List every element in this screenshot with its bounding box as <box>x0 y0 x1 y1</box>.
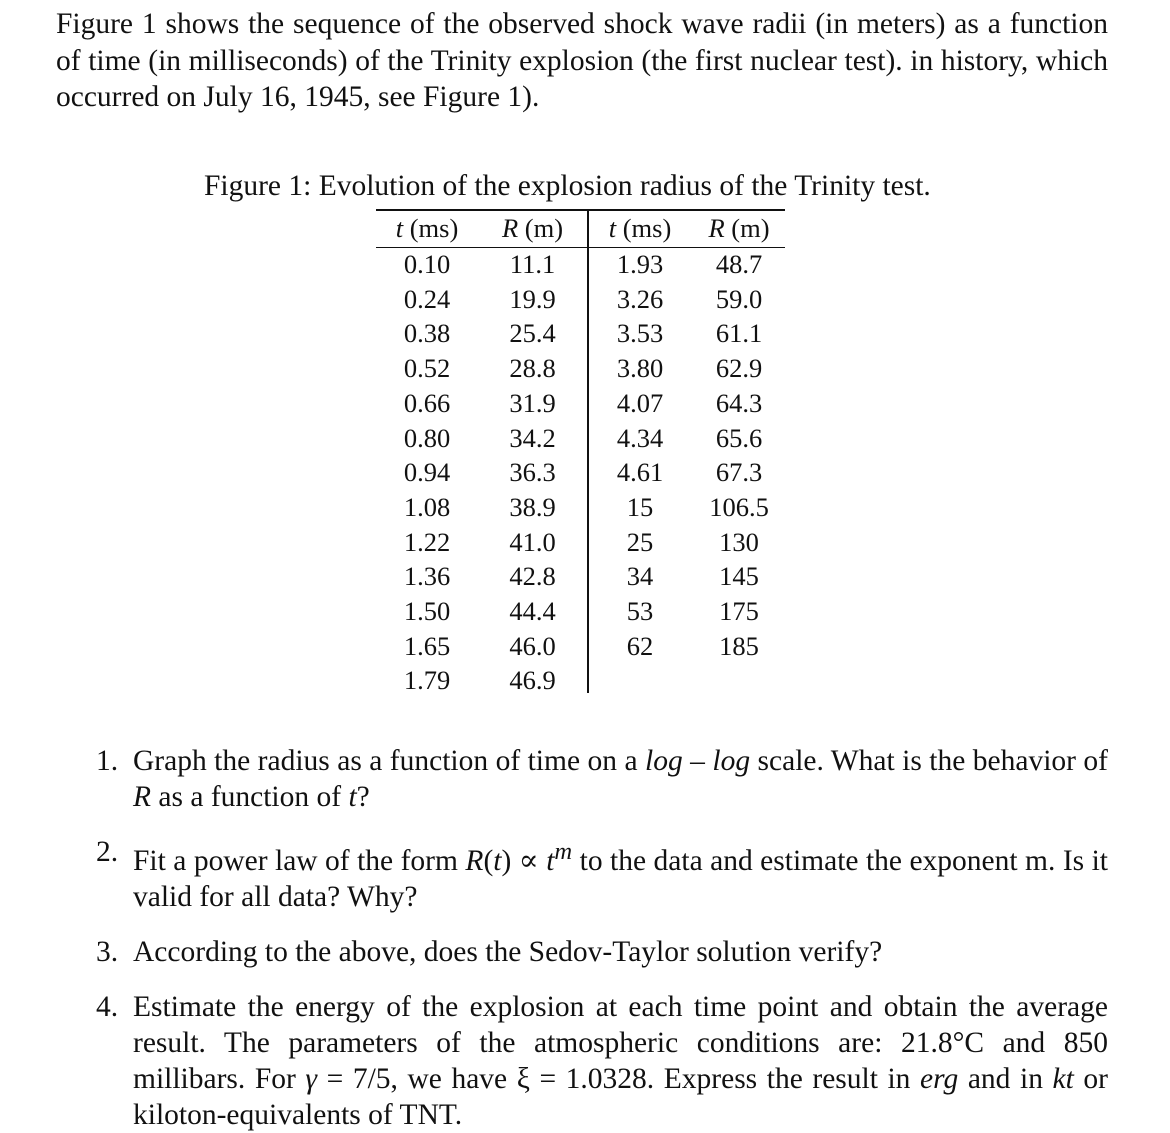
table-row <box>376 525 785 560</box>
time-cell: 34 <box>626 561 654 592</box>
header-radius-1: R (m) <box>501 213 564 243</box>
radius-cell: 145 <box>719 561 759 592</box>
radius-cell: 46.9 <box>509 665 556 696</box>
time-cell: 4.61 <box>616 457 664 488</box>
table-row <box>376 282 785 317</box>
time-cell: 3.53 <box>616 318 664 349</box>
time-cell: 3.26 <box>616 283 664 314</box>
radius-cell: 61.1 <box>715 318 763 349</box>
time-cell: 15 <box>626 491 654 522</box>
radius-cell: 65.6 <box>715 422 763 453</box>
radius-cell: 41.0 <box>509 526 556 557</box>
radius-cell: 48.7 <box>715 249 763 279</box>
question-number: 1. <box>96 745 119 777</box>
table-row <box>376 386 785 421</box>
time-cell: 4.07 <box>616 387 664 418</box>
time-cell: 1.79 <box>403 665 451 696</box>
radius-cell: 36.3 <box>509 457 556 488</box>
time-cell: 53 <box>626 596 654 627</box>
radius-cell: 44.4 <box>509 596 556 627</box>
time-cell: 62 <box>626 630 654 661</box>
question-4: 4. Estimate the energy of the explosion at each time point and obtain the average result. The parameters of the atmospheric conditions are: 21.8°C and 850 millibars. For γ = 7/5, we have ξ = 1.0328. Express the result in erg and in kt or kiloton-equivalents of TNT. <box>96 990 1108 1131</box>
table-row <box>376 594 785 629</box>
time-cell: 0.38 <box>403 318 451 349</box>
time-cell: 0.80 <box>403 422 451 453</box>
intro-paragraph: Figure 1 shows the sequence of the observed shock wave radii (in meters) as a function of time (in milliseconds) of the Trinity explosion (the first nuclear test). in history, which occurred on July 16, 1945, see Figure 1). <box>56 8 1108 113</box>
time-cell: 1.36 <box>403 561 451 592</box>
radius-cell: 185 <box>719 630 759 661</box>
radius-cell: 42.8 <box>509 561 556 592</box>
time-cell: 1.22 <box>403 526 451 557</box>
time-cell: 0.52 <box>403 353 451 384</box>
question-2: 2. Fit a power law of the form $R(t) \propto t^m$ to the data and estimate the exponent m. Is it valid for all data? Why? <box>96 836 1108 913</box>
table-header-row <box>376 209 785 247</box>
radius-cell: 62.9 <box>715 353 763 384</box>
header-radius-2: R (m) <box>708 213 770 243</box>
time-cell: 0.24 <box>403 283 451 314</box>
table-row <box>376 629 785 664</box>
table-row <box>376 351 785 386</box>
table-row <box>376 559 785 594</box>
time-cell <box>587 663 693 698</box>
question-number: 3. <box>96 935 119 968</box>
time-cell: 0.66 <box>403 387 451 418</box>
table-row <box>376 455 785 490</box>
radius-cell: 67.3 <box>715 457 763 488</box>
radius-cell: 38.9 <box>509 491 556 522</box>
question-number: 4. <box>96 990 119 1023</box>
question-3: 3. According to the above, does the Sedov-Taylor solution verify? <box>96 935 883 968</box>
radius-cell: 46.0 <box>509 630 556 661</box>
time-cell: 1.65 <box>403 630 451 661</box>
figure-caption: Figure 1: Evolution of the explosion radius of the Trinity test. <box>204 170 931 202</box>
table-row <box>376 316 785 351</box>
time-cell: 1.93 <box>616 249 664 279</box>
radius-cell: 31.9 <box>509 387 556 418</box>
table-row <box>376 421 785 456</box>
question-number: 2. <box>96 836 119 868</box>
time-cell: 3.80 <box>616 353 664 384</box>
time-cell: 4.34 <box>616 422 664 453</box>
radius-cell: 19.9 <box>509 283 556 314</box>
radius-cell: 130 <box>719 526 759 557</box>
time-cell: 0.10 <box>403 249 451 279</box>
radius-cell: 34.2 <box>509 422 556 453</box>
radius-cell: 11.1 <box>509 249 556 279</box>
table-row <box>376 663 785 698</box>
header-time-2: t (ms) <box>608 213 672 243</box>
radius-cell: 25.4 <box>509 318 556 349</box>
time-cell: 0.94 <box>403 457 451 488</box>
time-cell: 1.50 <box>403 596 451 627</box>
radius-cell: 59.0 <box>715 283 763 314</box>
table-row <box>376 490 785 525</box>
header-time-1: t (ms) <box>395 213 459 243</box>
table-row <box>376 247 785 282</box>
radius-cell: 28.8 <box>509 353 556 384</box>
radius-cell: 106.5 <box>709 491 769 522</box>
question-1: 1. Graph the radius as a function of time on a log – log scale. What is the behavior of R as a function of t? <box>96 745 1108 813</box>
time-cell: 25 <box>626 526 654 557</box>
question-list <box>96 743 1108 1133</box>
radius-cell: 175 <box>719 596 759 627</box>
radius-cell: 64.3 <box>715 387 763 418</box>
radius-cell <box>693 663 785 698</box>
time-cell: 1.08 <box>403 491 451 522</box>
